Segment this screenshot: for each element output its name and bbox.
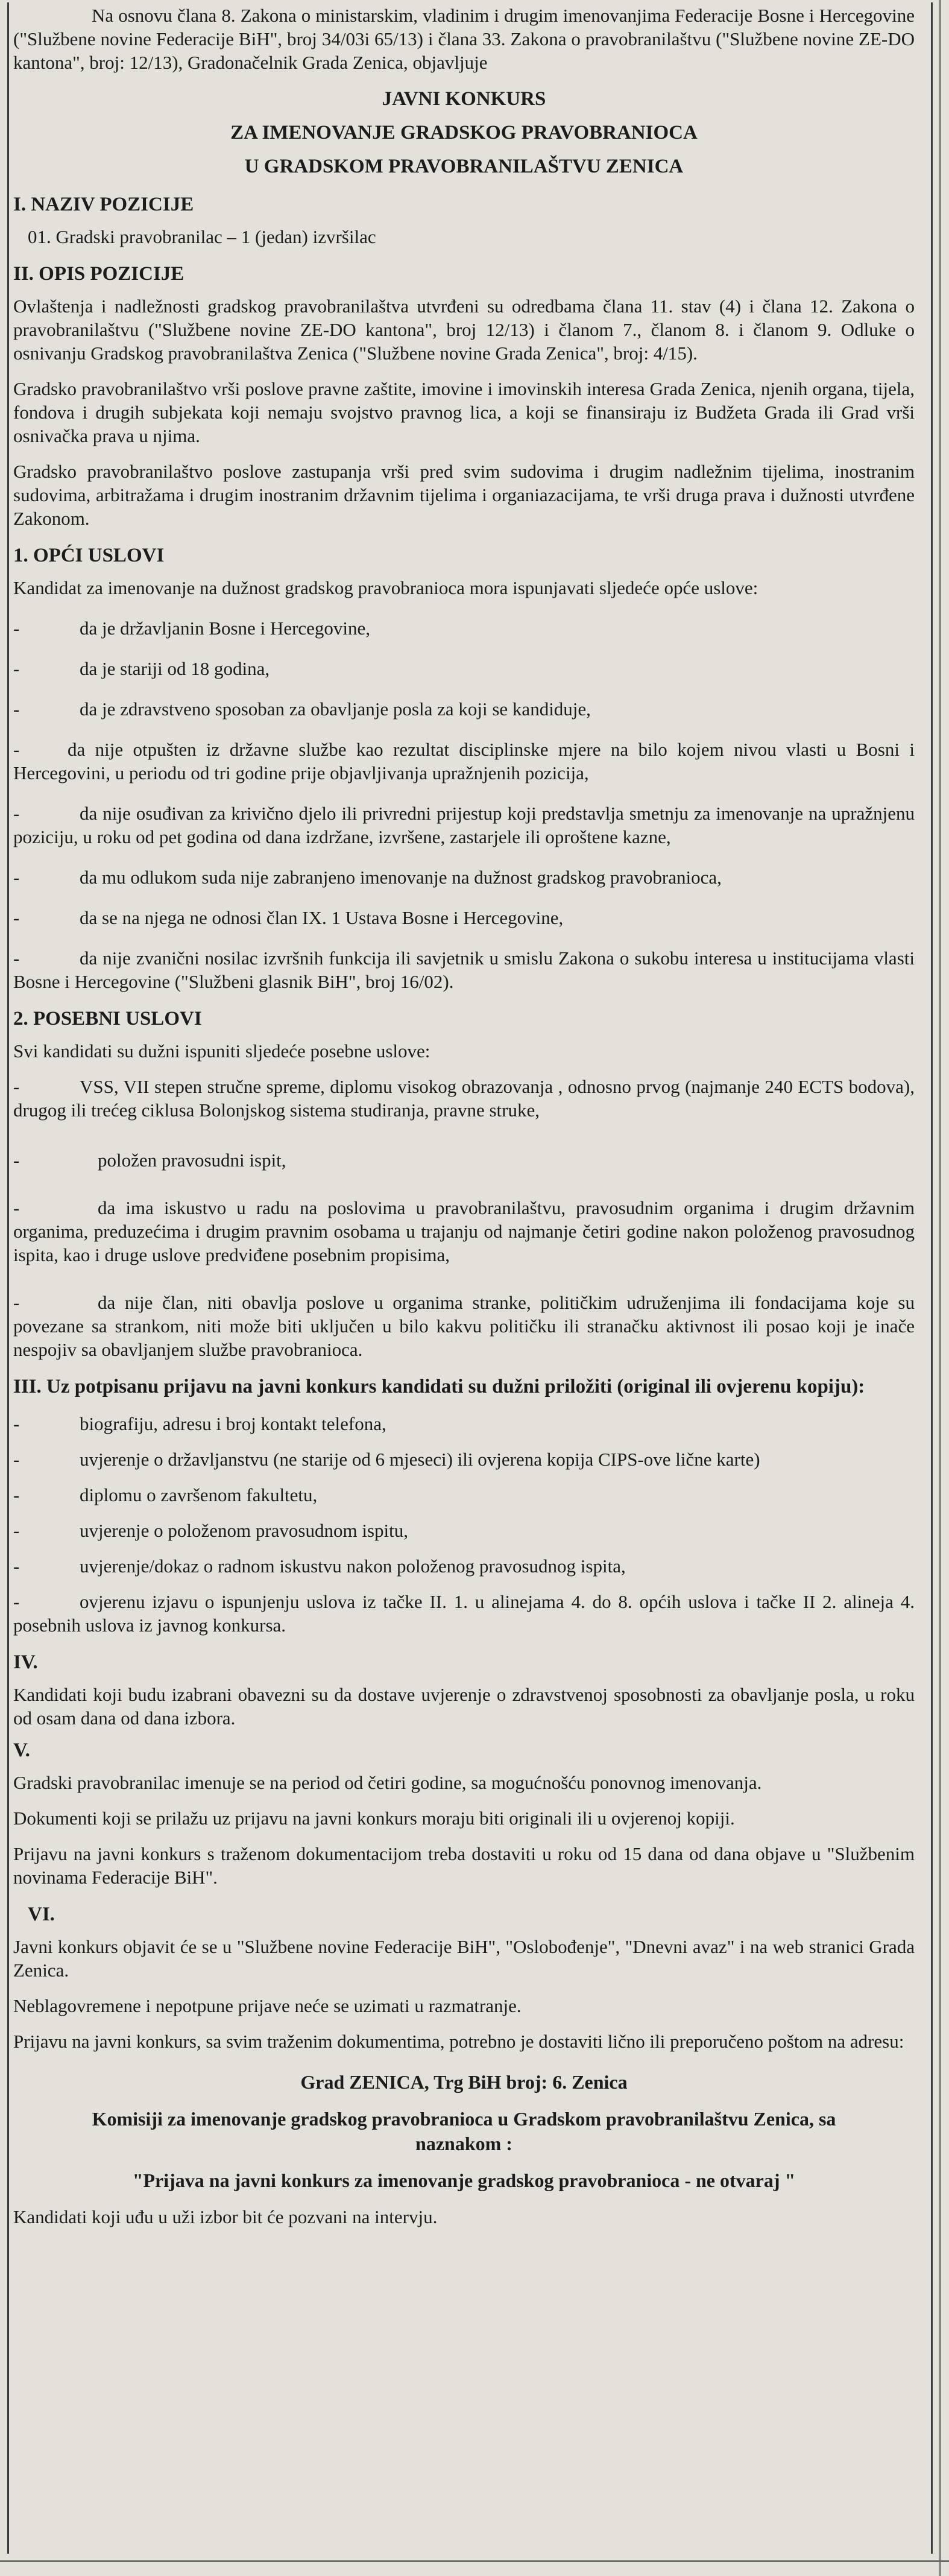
title-line-1: JAVNI KONKURS (382, 88, 546, 110)
notice-title (13, 86, 915, 179)
bottom-rule (0, 2560, 949, 2562)
title-line-3: U GRADSKOM PRAVOBRANILAŠTVU ZENICA (244, 156, 684, 177)
list-item: - položen pravosudni ispit, (13, 1150, 286, 1171)
section-3-heading: III. Uz potpisanu prijavu na javni konkurs kandidati su dužni priložiti (original ili ovjerenu kopiju): (13, 1376, 865, 1397)
list-item: - da nije član, niti obavlja poslove u organima stranke, političkim udruženjima ili fondacijama koje su povezane sa strankom, niti može biti uključen u bilo kakvu političku ili stranačku aktivnost ili posao koji je inače nespojiv sa obavljanjem službe pravobranioca. (13, 1292, 915, 1360)
notice-content (13, 4, 915, 2229)
commission-line: Komisiji za imenovanje gradskog pravobranioca u Gradskom pravobranilaštvu Zenica, sa naznakom : (92, 2108, 836, 2154)
list-item: - uvjerenje o državljanstvu (ne starije od 6 mjeseci) ili ovjerena kopija CIPS-ove lične karte) (13, 1449, 760, 1470)
list-item: - da je stariji od 18 godina, (13, 658, 270, 679)
section-2-heading: II. OPIS POZICIJE (13, 263, 184, 285)
general-conditions-list (13, 616, 915, 993)
list-item: - da se na njega ne odnosi član IX. 1 Ustava Bosne i Hercegovine, (13, 907, 564, 928)
page-edge (939, 0, 941, 2576)
section-1-heading: I. NAZIV POZICIJE (13, 194, 194, 215)
position-name: 01. Gradski pravobranilac – 1 (jedan) izvršilac (28, 226, 376, 247)
list-item: - da ima iskustvo u radu na poslovima u pravobranilaštvu, pravosudnim organima i drugim državnim organima, preduzećima i drugim pravnim osobama u trajanju od najmanje četiri godine nakon položenog pravosudnog ispita, kao i druge uslove predviđene posebnim propisima, (13, 1197, 915, 1265)
list-item: - da mu odlukom suda nije zabranjeno imenovanje na dužnost gradskog pravobranioca, (13, 867, 722, 888)
list-item: - da nije zvanični nosilac izvršnih funkcija ili savjetnik u smislu Zakona o sukobu interesa u institucijama vlasti Bosne i Hercegovine ("Službeni glasnik BiH", broj 16/02). (13, 948, 915, 992)
intro-paragraph: Na osnovu člana 8. Zakona o ministarskim, vladinim i drugim imenovanjima Federacije Bosne i Hercegovine ("Službene novine Federacije BiH", broj 34/03i 65/13) i člana 33. Zakona o pravobranilaštvu ("Službene novine ZE-DO kantona", broj: 12/13), Gradonačelnik Grada Zenica, objavljuje (13, 5, 915, 73)
list-item: - da nije osuđivan za krivično djelo ili privredni prijestup koji predstavlja smetnju za imenovanje na upražnjenu poziciju, u roku od pet godina od dana izdržane, izvršene, zastarjele ili oproštene kazne, (13, 803, 915, 847)
list-item: - uvjerenje o položenom pravosudnom ispitu, (13, 1520, 408, 1541)
general-conditions-lead: Kandidat za imenovanje na dužnost gradskog pravobranioca mora ispunjavati sljedeće opće uslove: (13, 577, 758, 598)
list-item: - VSS, VII stepen stručne spreme, diplomu visokog obrazovanja , odnosno prvog (najmanje 240 ECTS bodova), drugog ili trećeg ciklusa Bolonjskog sistema studiranja, pravne struke, (13, 1076, 915, 1121)
address-line: Grad ZENICA, Trg BiH broj: 6. Zenica (300, 2071, 628, 2093)
general-conditions-heading: 1. OPĆI USLOVI (13, 545, 165, 566)
attachments-list (13, 1412, 915, 1637)
section-2-paragraph-1: Ovlaštenja i nadležnosti gradskog pravobranilaštva utvrđeni su odredbama člana 11. stav (4) i člana 12. Zakona o pravobranilaštvu ("Službene novine ZE-DO kantona", broj 12/13) i članom 7., članom 8. i članom 9. Odluke o osnivanju Gradskog pravobranilaštva Zenica ("Službene novine Grada Zenica", broj: 4/15). (13, 296, 915, 364)
section-4-heading: IV. (13, 1651, 38, 1673)
section-6-heading: VI. (28, 1904, 55, 1925)
section-6-paragraph-3: Prijavu na javni konkurs, sa svim traženim dokumentima, potrebno je dostaviti lično ili preporučeno poštom na adresu: (13, 2031, 904, 2052)
list-item: - da je državljanin Bosne i Hercegovine, (13, 618, 371, 639)
list-item: - biografiju, adresu i broj kontakt telefona, (13, 1413, 386, 1434)
list-item: - da je zdravstveno sposoban za obavljanje posla za koji se kandiduje, (13, 698, 591, 720)
list-item: - diplomu o završenom fakultetu, (13, 1484, 318, 1505)
special-conditions-list (13, 1075, 915, 1361)
section-4-text: Kandidati koji budu izabrani obavezni su da dostave uvjerenje o zdravstvenoj sposobnosti za obavljanje posla, u roku od osam dana od dana izbora. (13, 1684, 915, 1729)
list-item: - ovjerenu izjavu o ispunjenju uslova iz tačke II. 1. u alinejama 4. do 8. općih uslova i tačke II 2. alineja 4. posebnih uslova iz javnog konkursa. (13, 1591, 915, 1636)
section-5-paragraph-3: Prijavu na javni konkurs s traženom dokumentacijom treba dostaviti u roku od 15 dana od dana objave u "Službenim novinama Federacije BiH". (13, 1843, 915, 1888)
envelope-note: "Prijava na javni konkurs za imenovanje gradskog pravobranioca - ne otvaraj " (132, 2169, 796, 2191)
section-2-paragraph-2: Gradsko pravobranilaštvo vrši poslove pravne zaštite, imovine i imovinskih interesa Grada Zenica, njenih organa, tijela, fondova i drugih subjekata koji nemaju svojstvo pravnog lica, a koji se finansiraju iz Budžeta Grada ili Grad vrši osnivačka prava u njima. (13, 378, 915, 446)
title-line-2: ZA IMENOVANJE GRADSKOG PRAVOBRANIOCA (230, 122, 698, 144)
final-note: Kandidati koji uđu u uži izbor bit će pozvani na intervju. (13, 2206, 438, 2227)
section-5-paragraph-1: Gradski pravobranilac imenuje se na period od četiri godine, sa mogućnošću ponovnog imenovanja. (13, 1772, 762, 1793)
section-5-paragraph-2: Dokumenti koji se prilažu uz prijavu na javni konkurs moraju biti originali ili u ovjerenoj kopiji. (13, 1808, 735, 1829)
special-conditions-lead: Svi kandidati su dužni ispuniti sljedeće posebne uslove: (13, 1040, 430, 1062)
special-conditions-heading: 2. POSEBNI USLOVI (13, 1008, 202, 1030)
section-2-paragraph-3: Gradsko pravobranilaštvo poslove zastupanja vrši pred svim sudovima i drugim nadležnim tijelima, inostranim sudovima, arbitražama i drugim inostranim državnim tijelima i organiazacijama, te vrši druga prava i dužnosti utvrđene Zakonom. (13, 461, 915, 529)
section-6-paragraph-2: Neblagovremene i nepotpune prijave neće se uzimati u razmatranje. (13, 1995, 522, 2016)
section-5-heading: V. (13, 1739, 30, 1761)
list-item: - da nije otpušten iz državne službe kao rezultat disciplinske mjere na bilo kojem nivou vlasti u Bosni i Hercegovini, u periodu od tri godine prije objavljivanja upražnjenih pozicija, (13, 739, 915, 783)
section-6-paragraph-1: Javni konkurs objavit će se u "Službene novine Federacije BiH", "Oslobođenje", "Dnevni avaz" i na web stranici Grada Zenica. (13, 1936, 915, 1981)
list-item: - uvjerenje/dokaz o radnom iskustvu nakon položenog pravosudnog ispita, (13, 1555, 626, 1577)
